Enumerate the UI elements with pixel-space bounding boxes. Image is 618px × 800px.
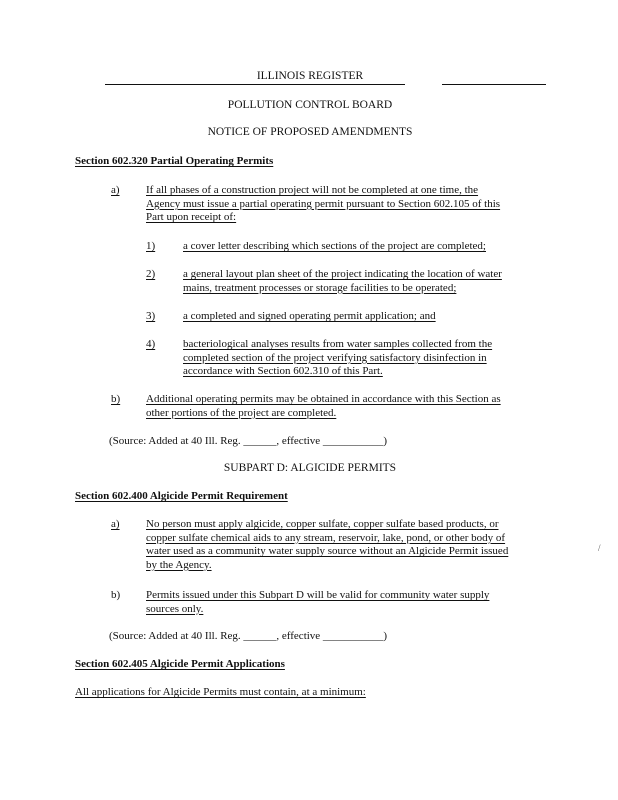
text-line: No person must apply algicide, copper sulfate, copper sulfate based products, or xyxy=(146,518,499,530)
text-line: copper sulfate chemical aids to any stream, reservoir, lake, pond, or other body of xyxy=(146,531,506,544)
notice-title: NOTICE OF PROPOSED AMENDMENTS xyxy=(207,126,413,138)
text-line: mains, treatment processes or storage facilities to be operated; xyxy=(183,281,457,294)
subpart-d-heading: SUBPART D: ALGICIDE PERMITS xyxy=(223,462,397,474)
item-2-label: 2) xyxy=(146,268,156,280)
source-note-400: (Source: Added at 40 Ill. Reg. ______, effective ___________) xyxy=(109,630,388,642)
subsection-a-text xyxy=(146,518,546,572)
section-602-400-heading: Section 602.400 Algicide Permit Requirement xyxy=(75,490,288,502)
register-title: ILLINOIS REGISTER xyxy=(256,70,364,82)
text-line: Agency must issue a partial operating permit pursuant to Section 602.105 of this xyxy=(146,197,501,210)
section-602-405-heading: Section 602.405 Algicide Permit Applications xyxy=(75,658,285,670)
subsection-b-text xyxy=(146,589,546,616)
text-line: Additional operating permits may be obtained in accordance with this Section as xyxy=(146,393,501,405)
text-line: a cover letter describing which sections of the project are completed; xyxy=(183,240,486,252)
section-602-405-intro: All applications for Algicide Permits must contain, at a minimum: xyxy=(75,686,366,698)
header-rule-left xyxy=(105,84,405,85)
item-1-label: 1) xyxy=(146,240,156,252)
text-line: bacteriological analyses results from water samples collected from the xyxy=(183,338,493,350)
item-3-label: 3) xyxy=(146,310,156,322)
subsection-b-label: b) xyxy=(111,589,121,601)
subsection-b-text xyxy=(146,393,546,420)
item-4-label: 4) xyxy=(146,338,156,350)
item-4-text xyxy=(183,338,543,379)
section-602-320-heading: Section 602.320 Partial Operating Permits xyxy=(75,155,274,167)
text-line: by the Agency. xyxy=(146,558,212,571)
text-line: If all phases of a construction project will not be completed at one time, the xyxy=(146,184,479,196)
text-line: Permits issued under this Subpart D will be valid for community water supply xyxy=(146,589,490,601)
text-line: sources only. xyxy=(146,602,204,615)
subsection-b-label: b) xyxy=(111,393,121,405)
text-line: water used as a community water supply source without an Algicide Permit issued xyxy=(146,545,509,557)
subsection-a-text xyxy=(146,184,546,225)
text-line: Part upon receipt of: xyxy=(146,211,237,223)
text-line: other portions of the project are completed. xyxy=(146,406,337,419)
item-3-text xyxy=(183,310,543,324)
margin-mark: / xyxy=(598,543,601,553)
text-line: a completed and signed operating permit application; and xyxy=(183,310,436,322)
header-rule-right xyxy=(442,84,546,85)
subsection-a-label: a) xyxy=(111,518,120,530)
board-title: POLLUTION CONTROL BOARD xyxy=(227,99,393,111)
text-line: completed section of the project verifying satisfactory disinfection in xyxy=(183,351,487,364)
source-note-320: (Source: Added at 40 Ill. Reg. ______, effective ___________) xyxy=(109,435,388,447)
subsection-a-label: a) xyxy=(111,184,120,196)
text-line: accordance with Section 602.310 of this Part. xyxy=(183,365,383,377)
item-2-text xyxy=(183,268,543,295)
text-line: a general layout plan sheet of the project indicating the location of water xyxy=(183,268,502,280)
item-1-text xyxy=(183,240,543,254)
